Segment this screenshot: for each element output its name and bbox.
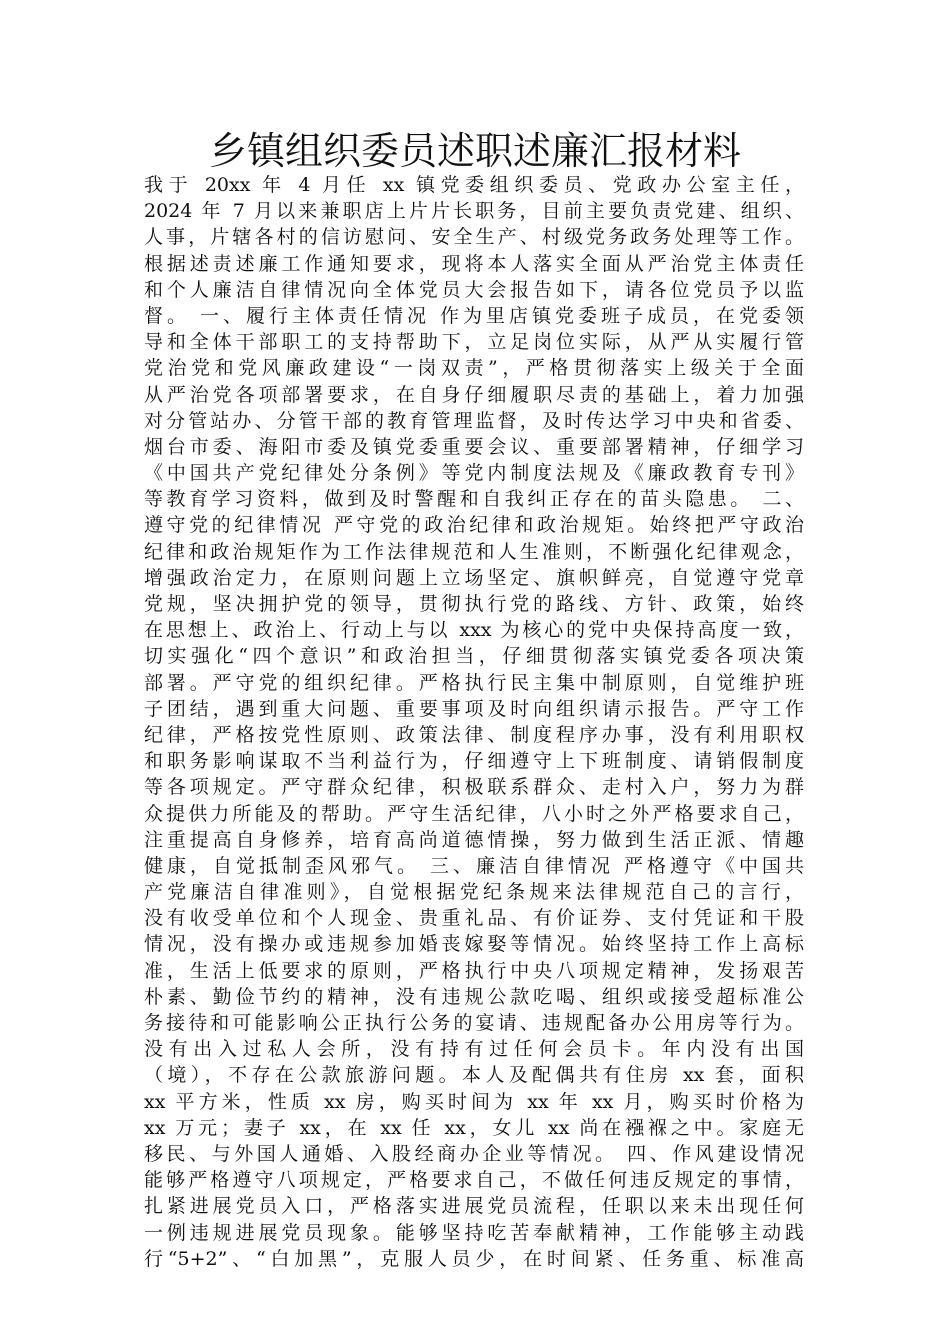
document-title: 乡镇组织委员述职述廉汇报材料 [208,129,741,173]
body-line: 准，生活上低要求的原则，严格执行中央八项规定精神，发扬艰苦 [144,959,804,982]
body-line: 在思想上、政治上、行动上与以 xxx 为核心的党中央保持高度一致， [144,619,804,642]
body-line: 《中国共产党纪律处分条例》等党内制度法规及《廉政教育专刊》 [144,462,804,485]
body-line: 务接待和可能影响公正执行公务的宴请、违规配备办公用房等行为。 [144,1012,804,1034]
body-line: xx 平方米，性质 xx 房，购买时间为 xx 年 xx 月，购买时价格为 [144,1090,804,1113]
body-line: 没有出入过私人会所，没有持有过任何会员卡。年内没有出国 [144,1038,804,1061]
body-line: 健康，自觉抵制歪风邪气。 三、廉洁自律情况 严格遵守《中国共 [144,854,804,877]
body-line: 众提供力所能及的帮助。严守生活纪律，八小时之外严格要求自己， [144,802,804,825]
body-line: 从严治党各项部署要求，在自身仔细履职尽责的基础上，着力加强 [144,383,804,406]
body-line: 情况，没有操办或违规参加婚丧嫁娶等情况。始终坚持工作上高标 [144,933,804,956]
body-line: 切实强化“四个意识”和政治担当，仔细贯彻落实镇党委各项决策 [144,645,804,668]
body-line: 和个人廉洁自律情况向全体党员大会报告如下，请各位党员予以监 [144,278,804,301]
body-line: 纪律，严格按党性原则、政策法律、制度程序办事，没有利用职权 [144,723,804,746]
body-line: 和职务影响谋取不当利益行为，仔细遵守上下班制度、请销假制度 [144,750,804,773]
body-line: 朴素、勤俭节约的精神，没有违规公款吃喝、组织或接受超标准公 [144,985,804,1008]
body-line: 一例违规进展党员现象。能够坚持吃苦奉献精神，工作能够主动践 [144,1221,804,1244]
body-line: 党治党和党风廉政建设“一岗双责”，严格贯彻落实上级关于全面 [144,357,804,380]
body-line: 能够严格遵守八项规定，严格要求自己，不做任何违反规定的事情， [144,1169,804,1192]
body-line: 党规，坚决拥护党的领导，贯彻执行党的路线、方针、政策，始终 [144,593,804,615]
body-line: 根据述责述廉工作通知要求，现将本人落实全面从严治党主体责任 [144,252,804,275]
body-line: xx 万元；妻子 xx，在 xx 任 xx，女儿 xx 尚在襁褓之中。家庭无 [144,1116,804,1139]
body-line: 等各项规定。严守群众纪律，积极联系群众、走村入户，努力为群 [144,776,804,799]
body-line: 人事，片辖各村的信访慰问、安全生产、村级党务政务处理等工作。 [144,226,804,249]
body-line: 扎紧进展党员入口，严格落实进展党员流程，任职以来未出现任何 [144,1195,804,1218]
body-line: 对分管站办、分管干部的教育管理监督，及时传达学习中央和省委、 [144,409,804,432]
body-line: 行“5+2”、“白加黑”，克服人员少，在时间紧、任务重、标准高 [144,1247,804,1270]
body-line: 增强政治定力，在原则问题上立场坚定、旗帜鲜亮，自觉遵守党章 [144,566,804,589]
body-line: 注重提高自身修养，培育高尚道德情操，努力做到生活正派、情趣 [144,828,804,851]
document-body [144,172,804,1272]
body-line: 移民、与外国人通婚、入股经商办企业等情况。 四、作风建设情况 [144,1142,804,1165]
body-line: 没有收受单位和个人现金、贵重礼品、有价证券、支付凭证和干股 [144,907,804,930]
body-line: 纪律和政治规矩作为工作法律规范和人生准则，不断强化纪律观念， [144,540,804,563]
body-line: 督。 一、履行主体责任情况 作为里店镇党委班子成员，在党委领 [144,304,804,327]
body-line: 遵守党的纪律情况 严守党的政治纪律和政治规矩。始终把严守政治 [144,514,804,537]
body-line: 烟台市委、海阳市委及镇党委重要会议、重要部署精神，仔细学习 [144,435,804,458]
body-line: 2024 年 7 月以来兼职店上片片长职务，目前主要负责党建、组织、 [144,200,804,223]
body-line: 导和全体干部职工的支持帮助下，立足岗位实际，从严从实履行管 [144,331,804,354]
body-line: 等教育学习资料，做到及时警醒和自我纠正存在的苗头隐患。 二、 [144,488,804,511]
body-line: 我于 20xx 年 4 月任 xx 镇党委组织委员、党政办公室主任， [144,174,804,196]
body-line: 产党廉洁自律准则》，自觉根据党纪条规来法律规范自己的言行， [144,881,804,904]
body-line: 子团结，遇到重大问题、重要事项及时向组织请示报告。严守工作 [144,697,804,720]
body-line: 部署。严守党的组织纪律。严格执行民主集中制原则，自觉维护班 [144,671,804,694]
body-line: （境），不存在公款旅游问题。本人及配偶共有住房 xx 套，面积 [144,1064,804,1087]
